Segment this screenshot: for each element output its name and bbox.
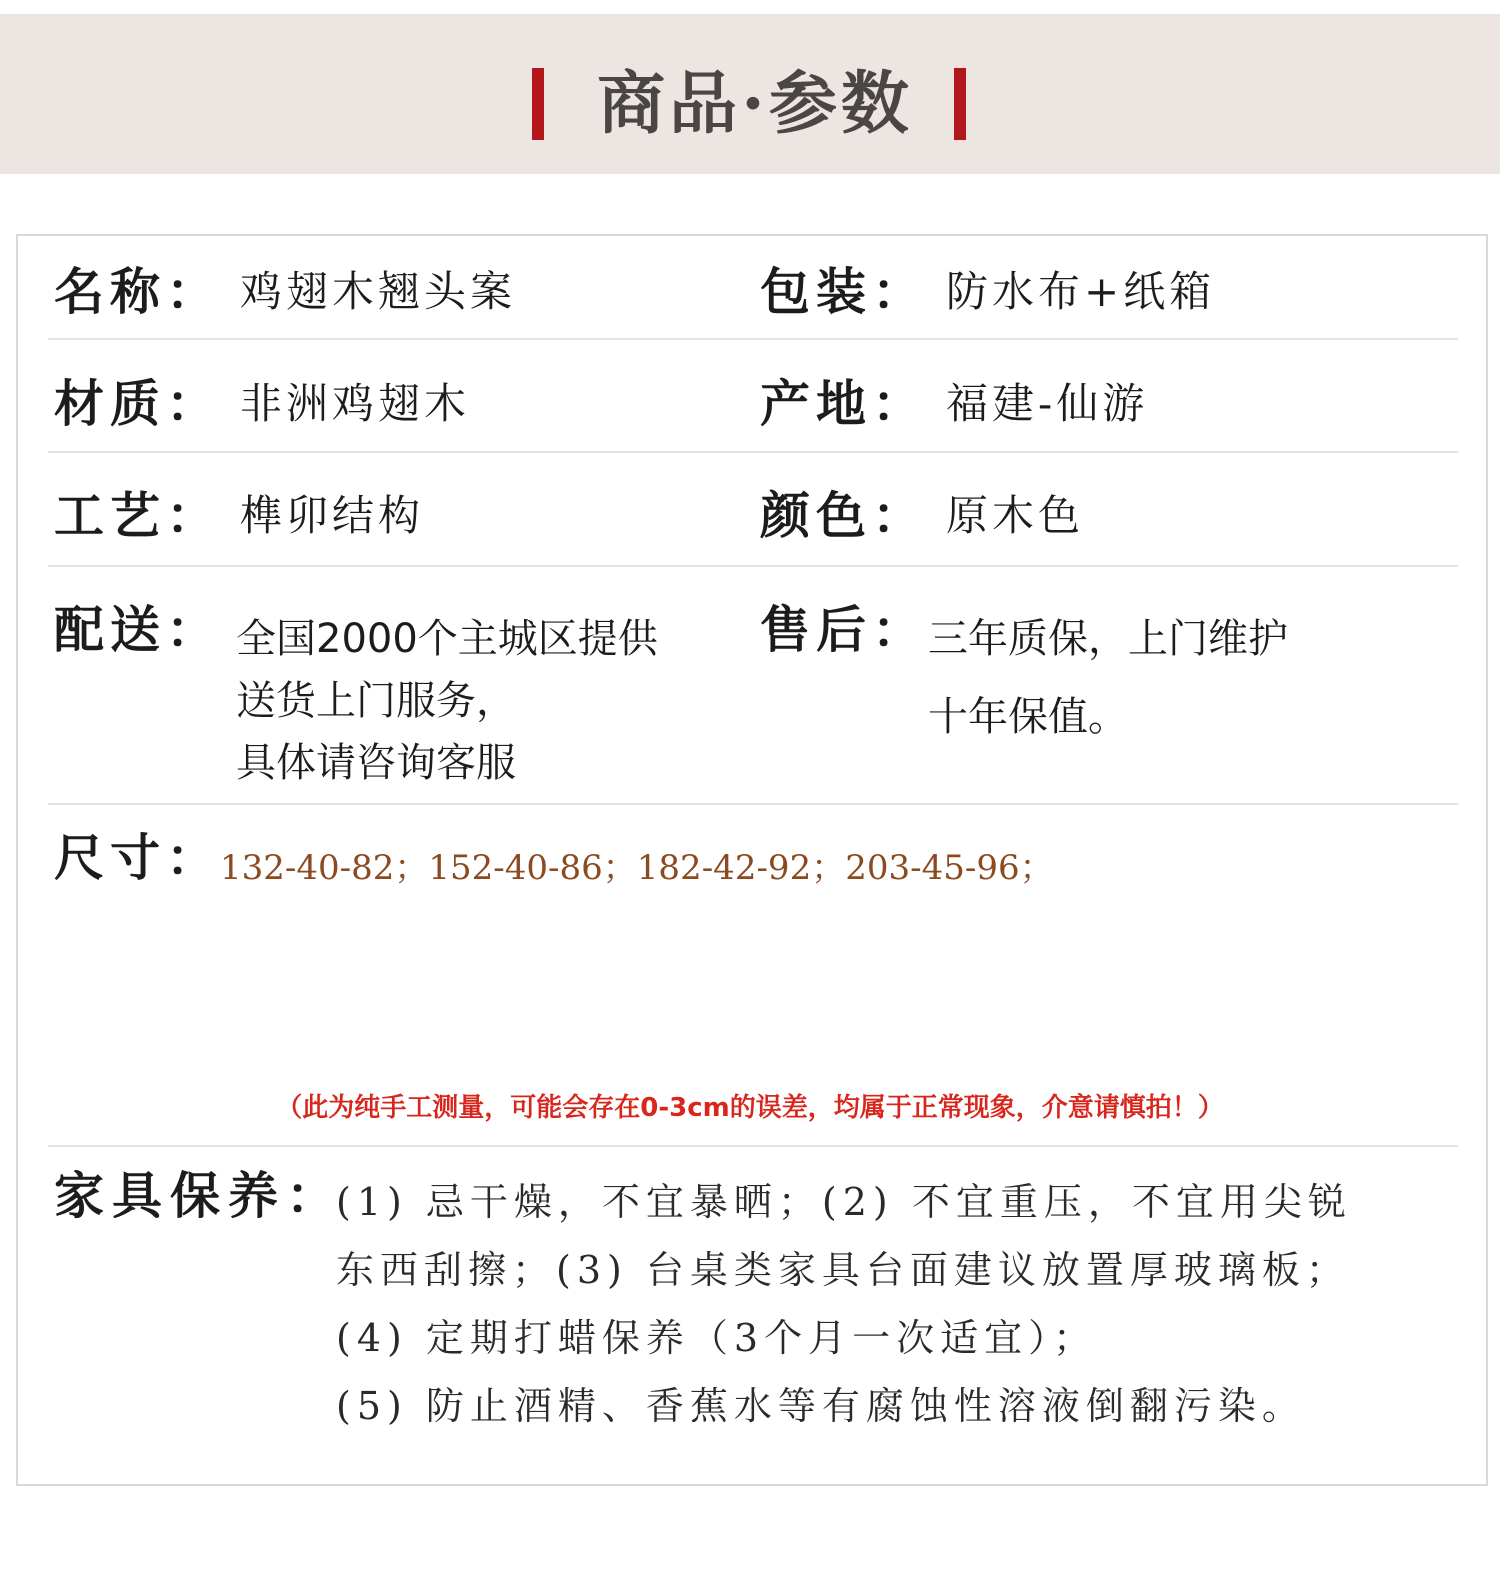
delivery-line: 具体请咨询客服 [236,740,516,786]
row-divider [48,338,1458,340]
row-divider [48,565,1458,567]
color-value: 原木色 [946,491,1085,540]
size-value: 132-40-82；152-40-86；182-42-92；203-45-96； [220,848,1054,888]
material-value: 非洲鸡翅木 [240,379,471,428]
row-divider [48,1145,1458,1147]
section-title: 商品·参数 [597,64,913,144]
delivery-label: 配送： [54,600,222,659]
delivery-value [236,608,658,794]
material-label: 材质： [54,374,222,433]
aftersale-label: 售后： [760,600,928,659]
aftersale-line: 三年质保，上门维护 [928,616,1288,662]
care-line: (1) 忌干燥，不宜暴晒；(2) 不宜重压，不宜用尖锐 [336,1180,1352,1224]
delivery-line: 送货上门服务， [236,678,516,724]
aftersale-line: 十年保值。 [928,694,1128,740]
craft-value: 榫卯结构 [240,491,425,540]
aftersale-value [928,608,1288,764]
measurement-note: （此为纯手工测量，可能会存在0-3cm的误差，均属于正常现象，介意请慎拍！） [276,1093,1224,1123]
care-line: 东西刮擦；(3) 台桌类家具台面建议放置厚玻璃板； [336,1248,1350,1292]
care-line: (4) 定期打蜡保养（3个月一次适宜）； [336,1316,1098,1360]
color-label: 颜色： [760,486,928,545]
section-header [0,14,1500,174]
origin-label: 产地： [760,374,928,433]
origin-value: 福建-仙游 [946,379,1149,428]
packaging-label: 包装： [760,262,928,321]
header-accent-bar-left [532,68,544,140]
row-divider [48,803,1458,805]
packaging-value: 防水布+纸箱 [946,267,1216,316]
delivery-line: 全国2000个主城区提供 [236,616,658,662]
name-value: 鸡翅木翘头案 [240,267,517,316]
craft-label: 工艺： [54,486,222,545]
care-label: 家具保养： [54,1166,344,1225]
name-label: 名称： [54,262,222,321]
size-label: 尺寸： [54,828,222,887]
care-instructions [336,1174,1426,1446]
row-divider [48,451,1458,453]
header-accent-bar-right [954,68,966,140]
care-line: (5) 防止酒精、香蕉水等有腐蚀性溶液倒翻污染。 [336,1384,1306,1428]
